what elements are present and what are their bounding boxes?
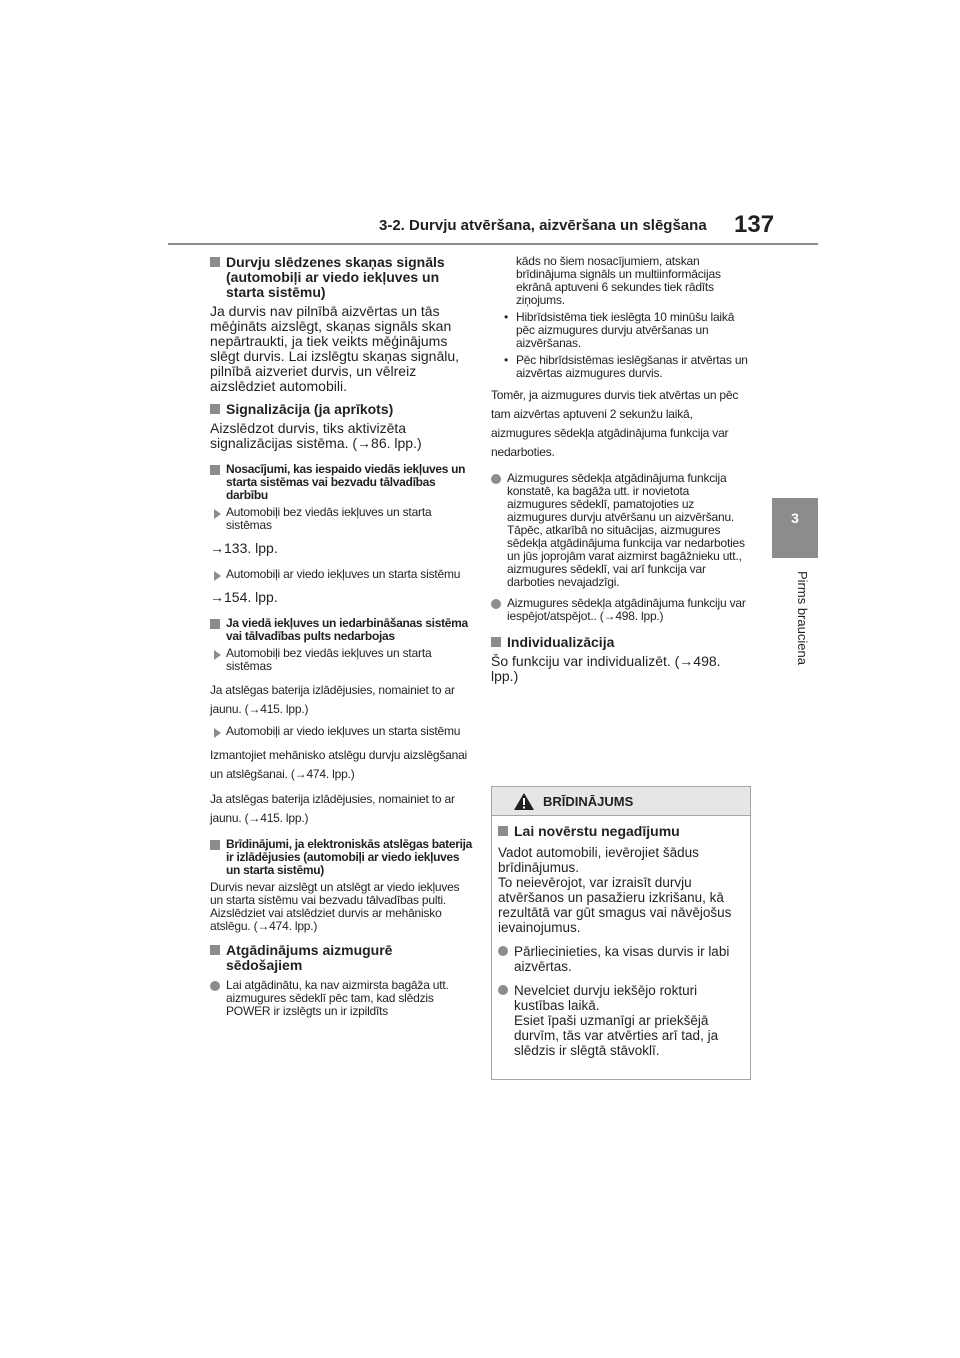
list-item: • Pēc hibrīdsistēmas ieslēgšanas ir atvērtas un aizvērtas aizmugures durvis. [504,353,748,380]
list-item: Automobiļi bez viedās iekļuves un starta sistēmas [210,506,472,532]
page-reference: →133. lpp. [210,540,278,556]
arrow-bullet-icon [214,509,221,519]
bullet-icon: • [504,353,509,367]
paragraph: Vadot automobili, ievērojiet šādus brīdinājumus. To neievērojot, var izraisīt durvju atvēršanos un pasažieru izkrišanu, kā rezultātā var gūt smagus vai nāvējošus ievainojumus. [498,845,732,935]
section-heading: Lai novērstu negadījumu [498,824,738,839]
paragraph: Tomēr, ja aizmugures durvis tiek atvērtas un pēc tam aizvērtas aptuveni 2 sekunžu laikā, aizmugures sēdekļa atgādinājuma funkcija var nedarboties. [491,388,739,459]
section-heading: Ja viedā iekļuves un iedarbināšanas sistēma vai tālvadības pults nedarbojas [210,617,472,643]
page-reference: →154. lpp. [210,589,278,605]
paragraph: Durvis nevar aizslēgt un atslēgt ar viedo iekļuves un starta sistēmu vai bezvadu tālvadības pulti. Aizslēdziet vai atslēdziet durvis ar mehānisko atslēgu. (→474. lpp.) [210,880,460,933]
section-heading: Individualizācija [491,635,751,650]
arrow-bullet-icon [214,571,221,581]
list-item: Lai atgādinātu, ka nav aizmirsta bagāža utt. aizmugures sēdeklī pēc tam, kad slēdzis POWER ir izslēgts un ir izpildīts [210,979,472,1018]
list-item: Nevelciet durvju iekšējo rokturi kustības laikā. Esiet īpaši uzmanīgi ar priekšējā durvīm, tās var atvērties arī tad, ja slēdzis ir slēgtā stāvoklī. [498,983,738,1058]
chapter-number: 3 [791,510,799,526]
arrow-bullet-icon [214,650,221,660]
circle-bullet-icon [210,981,220,991]
paragraph: Ja atslēgas baterija izlādējusies, nomainiet to ar jaunu. (→415. lpp.) [210,792,455,825]
square-bullet-icon [210,840,220,850]
warning-header [492,787,750,816]
section-heading: Atgādinājums aizmugurē sēdošajiem [210,943,472,973]
square-bullet-icon [210,465,220,475]
paragraph: Šo funkciju var individualizēt. (→498. lpp.) [491,653,721,684]
warning-triangle-icon [513,792,535,811]
paragraph: kāds no šiem nosacījumiem, atskan brīdinājuma signāls un multiinformācijas ekrānā aptuveni 6 sekundes tiek rādīts ziņojums. [516,254,721,307]
warning-box [491,786,751,1080]
section-heading: Brīdinājumi, ja elektroniskās atslēgas baterija ir izlādējusies (automobiļi ar viedo iekļuves un starta sistēmu) [210,838,472,877]
paragraph: Aizslēdzot durvis, tiks aktivizēta signalizācijas sistēma. (→86. lpp.) [210,420,422,451]
square-bullet-icon [210,619,220,629]
list-item: Aizmugures sēdekļa atgādinājuma funkcija konstatē, ka bagāža utt. ir novietota aizmugures sēdeklī, pamatojoties uz aizmugures durvju atvēršanu un aizvēršanu. Tāpēc, atkarībā no situācijas, aizmugures sēdekļa atgādinājuma funkcija var nedarboties un jūs joprojām varat aizmirst bagāžnieku utt., aizmugures sēdeklī, vai arī funkcija var darboties nevajadzīgi. [491,472,751,589]
header-divider [168,243,818,245]
list-item: Pārliecinieties, ka visas durvis ir labi aizvērtas. [498,944,738,974]
list-item: Automobiļi bez viedās iekļuves un starta sistēmas [210,647,472,673]
list-item: Automobiļi ar viedo iekļuves un starta sistēmu [210,568,472,581]
section-title: 3-2. Durvju atvēršana, aizvēršana un slēgšana [379,217,707,234]
section-heading: Nosacījumi, kas iespaido viedās iekļuves un starta sistēmas vai bezvadu tālvadības darbību [210,463,472,502]
bullet-icon: • [504,310,509,324]
square-bullet-icon [498,826,508,836]
left-column [210,255,472,1026]
chapter-label: Pirms brauciena [795,571,810,665]
section-heading: Signalizācija (ja aprīkots) [210,402,472,417]
warning-body [492,816,750,1058]
section-heading: Durvju slēdzenes skaņas signāls (automobiļi ar viedo iekļuves un starta sistēmu) [210,255,472,300]
page-number: 137 [734,211,775,238]
chapter-tab [772,498,818,558]
list-item: • Hibrīdsistēma tiek ieslēgta 10 minūšu laikā pēc aizmugures durvju atvēršanas un aizvēršanas. [504,310,735,350]
circle-bullet-icon [498,946,508,956]
square-bullet-icon [491,637,501,647]
right-column [491,255,751,692]
paragraph: Izmantojiet mehānisko atslēgu durvju aizslēgšanai un atslēgšanai. (→474. lpp.) [210,748,468,781]
arrow-bullet-icon [214,728,221,738]
circle-bullet-icon [491,599,501,609]
warning-title: BRĪDINĀJUMS [543,794,634,809]
square-bullet-icon [210,257,220,267]
square-bullet-icon [210,945,220,955]
circle-bullet-icon [498,985,508,995]
square-bullet-icon [210,404,220,414]
list-item: Aizmugures sēdekļa atgādinājuma funkciju var iespējot/atspējot.. (→498. lpp.) [491,597,751,623]
circle-bullet-icon [491,474,501,484]
paragraph: Ja atslēgas baterija izlādējusies, nomainiet to ar jaunu. (→415. lpp.) [210,683,455,716]
paragraph: Ja durvis nav pilnībā aizvērtas un tās mēģināts aizslēgt, skaņas signāls skan nepārtraukti, ja tiek veikts mēģinājums slēgt durvis. Lai izslēgtu skaņas signālu, pilnībā aizveriet durvis, un vēlreiz aizslēdziet automobili. [210,303,460,394]
list-item: Automobiļi ar viedo iekļuves un starta sistēmu [210,725,472,738]
